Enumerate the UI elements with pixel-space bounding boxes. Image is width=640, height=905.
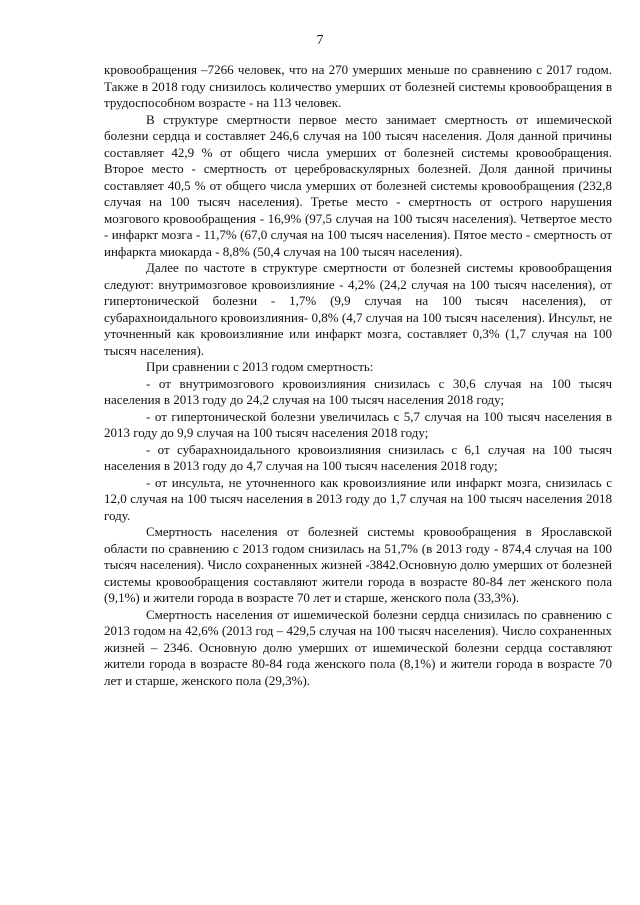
document-body	[104, 62, 612, 689]
page-number: 7	[316, 33, 324, 48]
list-item-subarachnoid-hemorrhage: - от субарахноидального кровоизлияния снизилась с 6,1 случая на 100 тысяч населения в 2013 году до 4,7 случая на 100 тысяч населения 2018 году;	[104, 441, 612, 473]
paragraph-further-frequency: Далее по частоте в структуре смертности от болезней системы кровообращения следуют: внутримозговое кровоизлияние - 4,2% (24,2 случая на 100 тысяч населения), от гипертонической болезни - 1,7% (9,9 случая на 100 тысяч населения), от субарахноидального кровоизлияния- 0,8% (4,7 случая на 100 тысяч населения). Инсульт, не уточненный как кровоизлияние или инфаркт мозга, составляет 0,3% (1,7 случая на 100 тысяч населения).	[104, 260, 612, 358]
paragraph-mortality-structure: В структуре смертности первое место занимает смертность от ишемической болезни сердца и составляет 246,6 случая на 100 тысяч населения. Доля данной причины составляет 42,9 % от общего числа умерших от болезней системы кровообращения. Второе место - смертность от цереброваскулярных болезней. Доля данной причины составляет 40,5 % от общего числа умерших от болезней системы кровообращения (232,8 случая на 100 тысяч населения). Третье место - смертность от острого нарушения мозгового кровообращения - 16,9% (97,5 случая на 100 тысяч населения). Четвертое место - инфаркт мозга - 11,7% (67,0 случая на 100 тысяч населения). Пятое место - смертность от инфаркта миокарда - 8,8% (50,4 случая на 100 тысяч населения).	[104, 111, 612, 259]
list-item-hypertension: - от гипертонической болезни увеличилась с 5,7 случая на 100 тысяч населения в 2013 году до 9,9 случая на 100 тысяч населения 2018 году;	[104, 408, 612, 440]
paragraph-circulatory-mortality: Смертность населения от болезней системы кровообращения в Ярославской области по сравнению с 2013 годом снизилась на 51,7% (в 2013 году - 874,4 случая на 100 тысяч населения). Число сохраненных жизней -3842.Основную долю умерших от болезней системы кровообращения составляют жители города в возрасте 80-84 лет женского пола (9,1%) и жители города в возрасте 70 лет и старше, женского пола (33,3%).	[104, 524, 612, 605]
list-item-stroke-unspecified: - от инсульта, не уточненного как кровоизлияние или инфаркт мозга, снизилась с 12,0 случая на 100 тысяч населения в 2013 году до 1,7 случая на 100 тысяч населения 2018 году.	[104, 474, 612, 523]
paragraph-comparison-intro: При сравнении с 2013 годом смертность:	[146, 359, 374, 374]
paragraph-continuation: кровообращения –7266 человек, что на 270 умерших меньше по сравнению с 2017 годом. Также в 2018 году снизилось количество умерших от болезней системы кровообращения в трудоспособном возрасте - на 113 человек.	[104, 62, 612, 110]
paragraph-ischemic-mortality: Смертность населения от ишемической болезни сердца снизилась по сравнению с 2013 годом на 42,6% (2013 год – 429,5 случая на 100 тысяч населения). Число сохраненных жизней – 2346. Основную долю умерших от ишемической болезни сердца составляют жители города в возрасте 80-84 года женского пола (8,1%) и жители города в возрасте 70 лет и старше, женского пола (29,3%).	[104, 606, 612, 688]
list-item-intracerebral-hemorrhage: - от внутримозгового кровоизлияния снизилась с 30,6 случая на 100 тысяч населения в 2013 году до 24,2 случая на 100 тысяч населения 2018 году;	[104, 375, 612, 407]
